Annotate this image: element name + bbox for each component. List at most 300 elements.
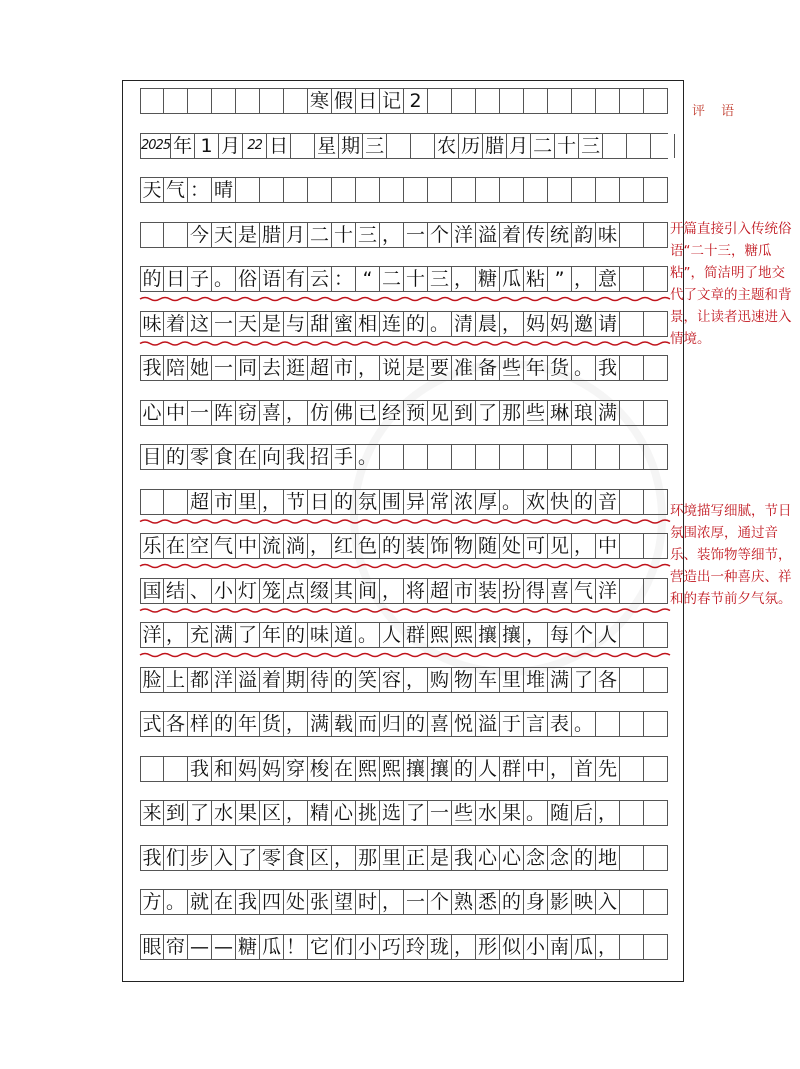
grid-cell	[627, 134, 651, 158]
grid-cell	[620, 757, 644, 781]
grid-cell: 市	[452, 579, 476, 603]
grid-cell	[332, 178, 356, 202]
grid-cell: 日	[267, 134, 291, 158]
grid-cell: 似	[500, 935, 524, 959]
grid-cell: 影	[548, 890, 572, 914]
grid-cell: 二	[380, 267, 404, 291]
grid-cell	[428, 89, 452, 113]
grid-cell	[476, 178, 500, 202]
grid-cell: 的	[404, 312, 428, 336]
grid-cell: 琅	[572, 401, 596, 425]
grid-cell: 着	[164, 312, 188, 336]
grid-cell	[620, 668, 644, 692]
grid-cell: 群	[404, 623, 428, 647]
grid-cell: 超	[428, 579, 452, 603]
grid-cell: 天	[212, 223, 236, 247]
grid-cell: 映	[572, 890, 596, 914]
grid-cell: 一	[404, 223, 428, 247]
grid-cell: 物	[452, 668, 476, 692]
grid-cell: ，	[284, 801, 308, 825]
grid-cell: 四	[260, 890, 284, 914]
grid-cell	[524, 445, 548, 469]
grid-cell	[500, 178, 524, 202]
grid-cell	[188, 89, 212, 113]
grid-cell: 中	[596, 534, 620, 558]
grid-cell: ，	[404, 668, 428, 692]
grid-cell: ，	[380, 579, 404, 603]
grid-cell: ，	[380, 890, 404, 914]
grid-cell: 饰	[428, 534, 452, 558]
grid-cell: 。	[524, 801, 548, 825]
grid-row	[140, 578, 668, 604]
grid-row	[140, 444, 668, 470]
grid-cell: ，	[452, 935, 476, 959]
grid-row	[140, 355, 668, 381]
grid-cell: 中	[236, 534, 260, 558]
grid-cell	[500, 89, 524, 113]
grid-cell: 攘	[500, 623, 524, 647]
grid-cell: 红	[332, 534, 356, 558]
grid-cell: 见	[428, 401, 452, 425]
grid-cell	[572, 445, 596, 469]
grid-cell: 相	[356, 312, 380, 336]
grid-cell: 物	[452, 534, 476, 558]
grid-cell: 了	[188, 801, 212, 825]
grid-cell: 个	[572, 623, 596, 647]
grid-cell: ，	[548, 757, 572, 781]
grid-cell: 预	[404, 401, 428, 425]
grid-cell: 着	[500, 223, 524, 247]
grid-cell: 些	[452, 801, 476, 825]
grid-cell: 就	[188, 890, 212, 914]
grid-cell	[452, 445, 476, 469]
grid-cell: ，	[596, 935, 620, 959]
grid-cell: ，	[500, 312, 524, 336]
grid-cell: 念	[524, 846, 548, 870]
grid-cell	[284, 178, 308, 202]
grid-cell: 笼	[260, 579, 284, 603]
grid-cell	[596, 445, 620, 469]
grid-row	[140, 711, 668, 737]
grid-cell	[644, 223, 668, 247]
grid-cell: 月	[284, 223, 308, 247]
grid-cell: 溢	[476, 223, 500, 247]
grid-cell	[644, 668, 668, 692]
grid-cell	[476, 89, 500, 113]
grid-cell: 人	[596, 623, 620, 647]
grid-cell	[620, 490, 644, 514]
grid-cell: 货	[260, 712, 284, 736]
grid-cell: 地	[596, 846, 620, 870]
grid-cell: 先	[596, 757, 620, 781]
grid-cell: 妈	[236, 757, 260, 781]
grid-cell: 熟	[452, 890, 476, 914]
grid-row	[140, 88, 668, 114]
grid-cell: 悉	[476, 890, 500, 914]
grid-cell	[644, 267, 668, 291]
grid-cell: 向	[260, 445, 284, 469]
grid-cell	[620, 623, 644, 647]
grid-cell: 的	[284, 623, 308, 647]
grid-cell: 食	[284, 846, 308, 870]
grid-cell: 去	[260, 356, 284, 380]
grid-cell: 的	[404, 712, 428, 736]
grid-cell: 样	[188, 712, 212, 736]
grid-cell: 洋	[596, 579, 620, 603]
grid-cell: 随	[548, 801, 572, 825]
grid-cell: ，	[284, 401, 308, 425]
grid-cell: 溢	[476, 712, 500, 736]
grid-cell: 我	[236, 890, 260, 914]
grid-cell: 。	[164, 890, 188, 914]
grid-cell: 。	[428, 312, 452, 336]
grid-cell: 仿	[308, 401, 332, 425]
grid-cell: 蜜	[332, 312, 356, 336]
grid-cell	[620, 579, 644, 603]
grid-cell: 将	[404, 579, 428, 603]
grid-cell: 灯	[236, 579, 260, 603]
grid-cell: 群	[500, 757, 524, 781]
grid-cell	[644, 712, 668, 736]
grid-cell: 们	[164, 846, 188, 870]
grid-cell: 一	[212, 312, 236, 336]
grid-cell: 。	[572, 712, 596, 736]
grid-cell: 载	[332, 712, 356, 736]
grid-cell: 的	[572, 490, 596, 514]
grid-cell: 异	[404, 490, 428, 514]
grid-cell: 了	[572, 668, 596, 692]
grid-cell: 满	[596, 401, 620, 425]
grid-cell: 上	[164, 668, 188, 692]
grid-cell: 腊	[260, 223, 284, 247]
grid-cell	[452, 178, 476, 202]
grid-cell: 满	[212, 623, 236, 647]
grid-cell	[212, 89, 236, 113]
grid-cell: 望	[332, 890, 356, 914]
grid-cell	[620, 356, 644, 380]
grid-cell: 是	[236, 223, 260, 247]
grid-cell: 心	[500, 846, 524, 870]
grid-cell: 见	[548, 534, 572, 558]
grid-cell: 果	[500, 801, 524, 825]
grid-cell: 同	[236, 356, 260, 380]
grid-cell: 里	[380, 846, 404, 870]
grid-cell: 气	[572, 579, 596, 603]
grid-cell: 到	[164, 801, 188, 825]
grid-cell: 氛	[356, 490, 380, 514]
grid-cell: 农	[435, 134, 459, 158]
grid-cell	[572, 89, 596, 113]
grid-cell: 选	[380, 801, 404, 825]
grid-cell: 的	[332, 490, 356, 514]
grid-cell: 溢	[236, 668, 260, 692]
grid-cell: 陪	[164, 356, 188, 380]
grid-cell	[596, 178, 620, 202]
grid-cell: ！	[284, 935, 308, 959]
grid-cell: 果	[236, 801, 260, 825]
grid-cell	[164, 490, 188, 514]
grid-cell: 零	[188, 445, 212, 469]
grid-cell: 粘	[524, 267, 548, 291]
grid-cell: 三	[363, 134, 387, 158]
grid-cell	[620, 534, 644, 558]
grid-cell: 十	[555, 134, 579, 158]
grid-cell: 入	[212, 846, 236, 870]
grid-cell: 这	[188, 312, 212, 336]
grid-cell: 堆	[524, 668, 548, 692]
grid-row	[140, 622, 668, 648]
grid-row	[140, 222, 668, 248]
grid-cell: ，	[356, 356, 380, 380]
grid-cell: 超	[188, 490, 212, 514]
grid-cell: 记	[380, 89, 404, 113]
grid-cell: 。	[500, 490, 524, 514]
grid-cell	[644, 801, 668, 825]
grid-cell	[644, 445, 668, 469]
grid-cell: 的	[500, 890, 524, 914]
grid-cell: 。	[356, 623, 380, 647]
grid-cell	[644, 401, 668, 425]
grid-cell: 历	[459, 134, 483, 158]
grid-cell: 备	[476, 356, 500, 380]
grid-cell	[260, 178, 284, 202]
grid-cell: 十	[404, 267, 428, 291]
grid-cell: 今	[188, 223, 212, 247]
grid-cell: 月	[219, 134, 243, 158]
grid-cell: 。	[356, 445, 380, 469]
grid-cell: 招	[308, 445, 332, 469]
grid-cell: ，	[332, 846, 356, 870]
grid-cell	[651, 134, 675, 158]
grid-cell: 喜	[260, 401, 284, 425]
grid-cell: 身	[524, 890, 548, 914]
grid-cell: 准	[452, 356, 476, 380]
grid-cell: 十	[332, 223, 356, 247]
grid-cell	[428, 445, 452, 469]
grid-cell	[644, 757, 668, 781]
grid-cell: 式	[140, 712, 164, 736]
grid-cell: 一	[212, 356, 236, 380]
grid-cell: ，	[284, 712, 308, 736]
grid-cell: 其	[332, 579, 356, 603]
grid-cell: 中	[524, 757, 548, 781]
grid-cell: 于	[500, 712, 524, 736]
grid-cell	[620, 401, 644, 425]
grid-cell: 目	[140, 445, 164, 469]
grid-cell: 精	[308, 801, 332, 825]
grid-cell: 入	[596, 890, 620, 914]
grid-cell: 晨	[476, 312, 500, 336]
grid-cell	[308, 178, 332, 202]
grid-cell: ，	[308, 534, 332, 558]
grid-cell	[620, 846, 644, 870]
grid-cell: 珑	[428, 935, 452, 959]
grid-cell	[140, 757, 164, 781]
grid-cell: 喜	[428, 712, 452, 736]
grid-cell: 些	[500, 356, 524, 380]
grid-cell	[428, 178, 452, 202]
grid-cell: 我	[452, 846, 476, 870]
grid-cell: 水	[212, 801, 236, 825]
grid-cell: 期	[339, 134, 363, 158]
grid-cell: 充	[188, 623, 212, 647]
grid-cell: ，	[452, 267, 476, 291]
grid-cell	[572, 178, 596, 202]
grid-cell: 它	[308, 935, 332, 959]
grid-cell: 期	[284, 668, 308, 692]
grid-cell: 和	[212, 757, 236, 781]
grid-cell: 满	[308, 712, 332, 736]
grid-cell: 她	[188, 356, 212, 380]
grid-cell: 念	[548, 846, 572, 870]
grid-cell: 市	[212, 490, 236, 514]
grid-cell	[387, 134, 411, 158]
grid-cell: 的	[572, 846, 596, 870]
grid-cell: 满	[548, 668, 572, 692]
grid-cell: 攘	[404, 757, 428, 781]
grid-cell: 寒	[308, 89, 332, 113]
grid-cell: 二	[531, 134, 555, 158]
grid-row	[140, 667, 668, 693]
grid-cell: 味	[308, 623, 332, 647]
grid-cell: 的	[164, 445, 188, 469]
grid-cell: 结	[164, 579, 188, 603]
grid-cell: 妈	[548, 312, 572, 336]
grid-cell: 星	[315, 134, 339, 158]
grid-cell: 各	[164, 712, 188, 736]
grid-cell: 清	[452, 312, 476, 336]
grid-cell: 在	[164, 534, 188, 558]
grid-cell: 人	[380, 623, 404, 647]
grid-cell: ”	[548, 267, 572, 291]
grid-cell: 气	[212, 534, 236, 558]
grid-cell	[291, 134, 315, 158]
grid-cell: 心	[332, 801, 356, 825]
grid-cell	[644, 490, 668, 514]
grid-cell: ，	[260, 490, 284, 514]
grid-cell: 我	[188, 757, 212, 781]
grid-cell: 22	[243, 134, 267, 158]
grid-cell: 妈	[260, 757, 284, 781]
grid-cell: 的	[452, 757, 476, 781]
grid-cell	[644, 178, 668, 202]
grid-cell	[548, 89, 572, 113]
grid-cell: 色	[356, 534, 380, 558]
grid-cell: 购	[428, 668, 452, 692]
grid-cell	[140, 223, 164, 247]
grid-cell: 方	[140, 890, 164, 914]
grid-cell: 中	[164, 401, 188, 425]
grid-cell	[644, 846, 668, 870]
grid-cell: 琳	[548, 401, 572, 425]
grid-cell: 待	[308, 668, 332, 692]
grid-cell	[236, 89, 260, 113]
grid-row	[140, 311, 668, 337]
grid-cell	[596, 89, 620, 113]
grid-cell: 个	[428, 223, 452, 247]
grid-cell: 来	[140, 801, 164, 825]
grid-cell	[620, 178, 644, 202]
grid-cell: 而	[356, 712, 380, 736]
grid-cell	[140, 490, 164, 514]
grid-cell	[620, 223, 644, 247]
grid-cell: 了	[236, 846, 260, 870]
grid-cell: 要	[428, 356, 452, 380]
grid-cell: 与	[284, 312, 308, 336]
grid-cell	[548, 178, 572, 202]
grid-cell	[620, 801, 644, 825]
grid-cell: 妈	[524, 312, 548, 336]
grid-cell	[452, 89, 476, 113]
grid-cell: 语	[260, 267, 284, 291]
grid-cell: 阵	[212, 401, 236, 425]
grid-cell: 了	[236, 623, 260, 647]
grid-cell	[644, 534, 668, 558]
grid-row	[140, 489, 668, 515]
grid-cell: 我	[140, 846, 164, 870]
grid-row	[140, 889, 668, 915]
grid-cell: 味	[140, 312, 164, 336]
grid-cell: 的	[380, 534, 404, 558]
grid-cell: 容	[380, 668, 404, 692]
grid-cell: 请	[596, 312, 620, 336]
grid-row	[140, 800, 668, 826]
grid-cell: 连	[380, 312, 404, 336]
grid-cell: ：	[332, 267, 356, 291]
margin-comment-environment: 环境描写细腻，节日氛围浓厚，通过音乐、装饰物等细节，营造出一种喜庆、祥和的春节前夕气氛。	[670, 503, 792, 607]
grid-cell: 说	[380, 356, 404, 380]
grid-cell: 瓜	[572, 935, 596, 959]
grid-cell: 些	[524, 401, 548, 425]
grid-cell	[620, 712, 644, 736]
grid-cell: 俗	[236, 267, 260, 291]
grid-cell: 我	[140, 356, 164, 380]
grid-cell: 围	[380, 490, 404, 514]
grid-cell: 云	[308, 267, 332, 291]
grid-cell: 那	[356, 846, 380, 870]
grid-cell: 熙	[356, 757, 380, 781]
grid-cell: 帘	[164, 935, 188, 959]
margin-comment-opening: 开篇直接引入传统俗语“二十三，糖瓜粘”，简洁明了地交代了文章的主题和背景，让读者迅速进入情境。	[670, 221, 792, 347]
grid-cell: 车	[476, 668, 500, 692]
grid-cell: 气	[164, 178, 188, 202]
grid-cell: 缀	[308, 579, 332, 603]
grid-cell: 们	[332, 935, 356, 959]
grid-cell: 装	[476, 579, 500, 603]
manuscript-grid	[140, 88, 668, 968]
grid-cell: 熙	[452, 623, 476, 647]
grid-cell	[476, 445, 500, 469]
grid-cell: 常	[428, 490, 452, 514]
grid-cell: 空	[188, 534, 212, 558]
grid-cell: 二	[308, 223, 332, 247]
grid-cell: 韵	[572, 223, 596, 247]
grid-cell: 在	[236, 445, 260, 469]
grid-cell	[644, 89, 668, 113]
grid-cell	[596, 712, 620, 736]
grid-cell	[644, 935, 668, 959]
grid-cell	[236, 178, 260, 202]
grid-cell: 假	[332, 89, 356, 113]
grid-cell: 超	[308, 356, 332, 380]
grid-cell: 心	[140, 401, 164, 425]
grid-cell: 甜	[308, 312, 332, 336]
grid-row	[140, 934, 668, 960]
grid-cell: 张	[308, 890, 332, 914]
grid-cell: 归	[380, 712, 404, 736]
grid-cell: 食	[212, 445, 236, 469]
grid-cell: 首	[572, 757, 596, 781]
